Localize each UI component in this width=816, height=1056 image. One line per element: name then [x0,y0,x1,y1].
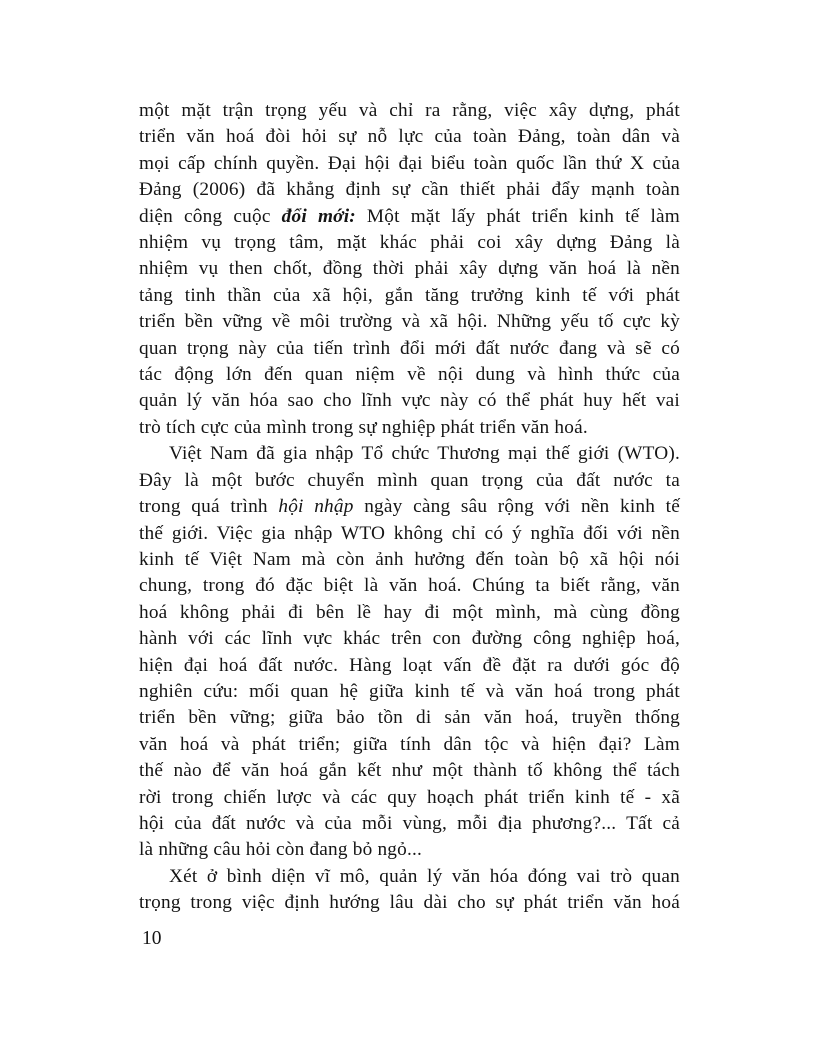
text-line [139,626,680,652]
text-line [139,151,680,177]
text-line [139,256,680,282]
text-run: nhiệm vụ trọng tâm, mặt khác phải coi xây dựng Đảng là [139,232,680,254]
text-line [139,758,680,784]
text-line [139,177,680,203]
text-run: nghiên cứu: mối quan hệ giữa kinh tế và văn hoá trong phát [139,680,680,702]
text-line [139,705,680,731]
text-run: Một mặt lấy phát triển kinh tế làm [355,205,680,227]
bold-italic-text-run: đổi mới: [281,205,356,227]
text-line [139,309,680,335]
text-line [139,573,680,599]
italic-text-run: hội nhập [278,496,354,518]
body-text [139,98,680,917]
text-run: hiện đại hoá đất nước. Hàng loạt vấn đề đặt ra dưới góc độ [139,654,680,676]
text-run: Đây là một bước chuyển mình quan trọng của đất nước ta [139,469,680,491]
paragraph-3 [139,864,680,917]
text-run: văn hoá và phát triển; giữa tính dân tộc và hiện đại? Làm [139,733,680,755]
text-run: một mặt trận trọng yếu và chỉ ra rằng, việc xây dựng, phát [139,100,680,121]
text-run: hội của đất nước và của mỗi vùng, mỗi địa phương?... Tất cả [139,812,680,834]
text-run: trong quá trình [139,496,279,518]
text-line [139,98,680,124]
text-line [139,864,680,890]
text-line [139,811,680,837]
text-run: trọng trong việc định hướng lâu dài cho sự phát triển văn hoá [139,892,680,914]
paragraph-2 [139,441,680,864]
text-line [139,653,680,679]
paragraph-1 [139,98,680,441]
text-run: trò tích cực của mình trong sự nghiệp phát triển văn hoá. [139,416,588,438]
text-line [139,204,680,230]
text-run: thế giới. Việc gia nhập WTO không chỉ có ý nghĩa đối với nền [139,522,680,544]
text-line [139,415,680,441]
text-run: Xét ở bình diện vĩ mô, quản lý văn hóa đóng vai trò quan [169,865,680,887]
text-line [139,890,680,916]
text-line [139,679,680,705]
text-run: triển bền vững; giữa bảo tồn di sản văn hoá, truyền thống [139,707,680,729]
text-run: thế nào để văn hoá gắn kết như một thành tố không thể tách [139,760,680,782]
text-line [139,388,680,414]
text-run: triển bền vững về môi trường và xã hội. Những yếu tố cực kỳ [139,311,680,333]
text-run: chung, trong đó đặc biệt là văn hoá. Chúng ta biết rằng, văn [139,575,680,597]
text-line [139,441,680,467]
text-line [139,732,680,758]
text-run: tác động lớn đến quan niệm về nội dung và hình thức của [139,364,680,386]
text-line [139,785,680,811]
text-run: quản lý văn hóa sao cho lĩnh vực này có thể phát huy hết vai [139,390,680,412]
text-line [139,468,680,494]
text-run: hành với các lĩnh vực khác trên con đường công nghiệp hoá, [139,628,680,650]
text-line [139,283,680,309]
text-run: là những câu hỏi còn đang bỏ ngỏ... [139,839,423,861]
text-line [139,547,680,573]
text-run: rời trong chiến lược và các quy hoạch phát triển kinh tế - xã [139,786,680,808]
text-run: Việt Nam đã gia nhập Tổ chức Thương mại thế giới (WTO). [169,443,680,465]
text-run: triển văn hoá đòi hỏi sự nỗ lực của toàn Đảng, toàn dân và [139,126,680,148]
text-line [139,521,680,547]
text-run: diện công cuộc [139,205,282,227]
text-line [139,230,680,256]
text-line [139,362,680,388]
text-run: nhiệm vụ then chốt, đồng thời phải xây dựng văn hoá là nền [139,258,680,280]
text-run: ngày càng sâu rộng với nền kinh tế [353,496,680,518]
text-run: mọi cấp chính quyền. Đại hội đại biểu toàn quốc lần thứ X của [139,152,680,174]
text-line [139,494,680,520]
page-number: 10 [142,928,162,949]
text-line [139,600,680,626]
text-run: Đảng (2006) đã khẳng định sự cần thiết phải đẩy mạnh toàn [139,179,680,201]
text-line [139,124,680,150]
text-line [139,336,680,362]
text-run: kinh tế Việt Nam mà còn ảnh hưởng đến toàn bộ xã hội nói [139,548,680,570]
text-run: hoá không phải đi bên lề hay đi một mình, mà cùng đồng [139,601,680,623]
text-run: tảng tinh thần của xã hội, gắn tăng trưởng kinh tế với phát [139,284,680,306]
text-line [139,837,680,863]
text-run: quan trọng này của tiến trình đổi mới đất nước đang và sẽ có [139,337,680,359]
